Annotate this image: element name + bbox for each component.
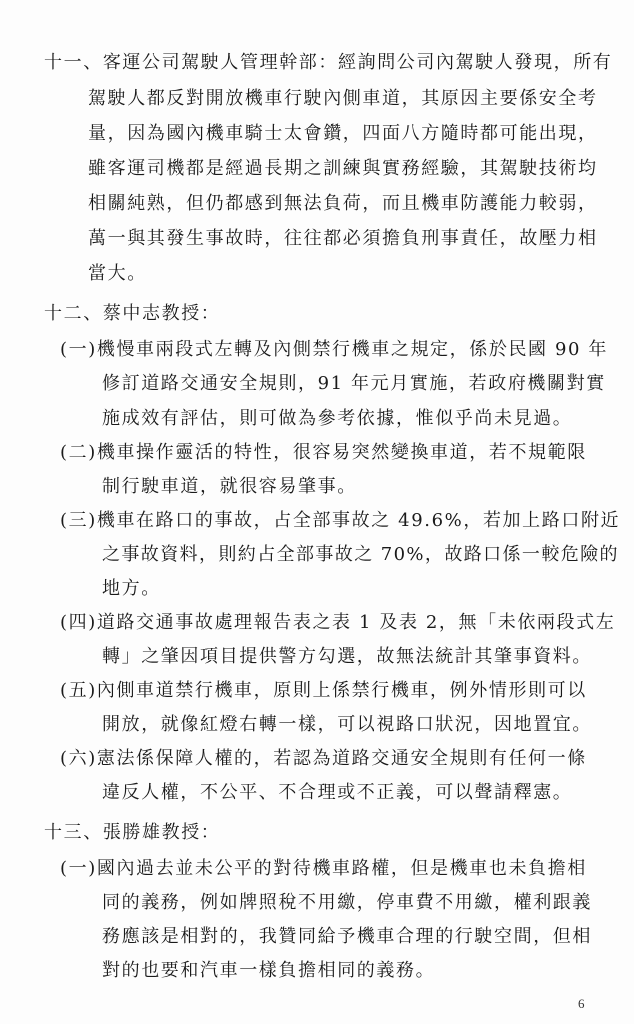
item-label: (六) — [60, 748, 97, 769]
section-11-heading: 十一、 — [44, 52, 103, 73]
section-13-title — [44, 822, 220, 844]
section-13-heading: 十三、 — [44, 822, 103, 843]
section-12-heading: 十二、 — [44, 303, 103, 324]
item-text: 內側車道禁行機車，原則上係禁行機車，例外情形則可以 — [96, 680, 587, 701]
section-11-line-3: 量，因為國內機車騎士太會鑽，四面八方隨時都可能出現， — [88, 123, 598, 144]
section-11-line-2: 駕駛人都反對開放機車行駛內側車道，其原因主要係安全考 — [88, 88, 598, 109]
section-12-item-3-line-1 — [60, 510, 620, 532]
section-12-item-5-line-2: 開放，就像紅燈右轉一樣，可以視路口狀況，因地置宜。 — [102, 714, 592, 735]
item-text: 機慢車兩段式左轉及內側禁行機車之規定，係於民國 90 年 — [96, 339, 609, 360]
section-12-item-6-line-2: 違反人權，不公平、不合理或不正義，可以聲請釋憲。 — [102, 782, 573, 803]
item-text: 機車操作靈活的特性，很容易突然變換車道，若不規範限 — [96, 442, 587, 463]
section-11-line-5: 相關純熟，但仍都感到無法負荷，而且機車防護能力較弱， — [88, 193, 598, 214]
item-label: (一) — [60, 858, 97, 879]
item-text: 道路交通事故處理報告表之表 1 及表 2，無「未依兩段式左 — [96, 612, 616, 633]
section-11-line-1 — [44, 52, 612, 74]
item-text: 機車在路口的事故，占全部事故之 49.6%，若加上路口附近 — [96, 510, 621, 531]
section-12-item-3-line-3: 地方。 — [102, 578, 161, 599]
section-11-text: 客運公司駕駛人管理幹部：經詢問公司內駕駛人發現，所有 — [102, 52, 613, 73]
section-12-item-2-line-2: 制行駛車道，就很容易肇事。 — [102, 476, 357, 497]
section-12-item-3-line-2: 之事故資料，則約占全部事故之 70%，故路口係一較危險的 — [102, 544, 619, 565]
section-12-item-5-line-1 — [60, 680, 587, 702]
section-13-item-1-line-2: 同的義務，例如牌照稅不用繳，停車費不用繳，權利跟義 — [102, 892, 592, 913]
section-12-item-4-line-2: 轉」之肇因項目提供警方勾選，故無法統計其肇事資料。 — [102, 646, 592, 667]
section-11-line-4: 雖客運司機都是經過長期之訓練與實務經驗，其駕駛技術均 — [88, 158, 598, 179]
item-label: (三) — [60, 510, 97, 531]
section-12-speaker: 蔡中志教授： — [102, 303, 221, 324]
section-12-title — [44, 303, 220, 325]
section-12-item-2-line-1 — [60, 442, 587, 464]
page-number: 6 — [578, 996, 585, 1011]
section-13-speaker: 張勝雄教授： — [102, 822, 221, 843]
section-13-item-1-line-3: 務應該是相對的，我贊同給予機車合理的行駛空間，但相 — [102, 926, 592, 947]
section-12-item-1-line-1 — [60, 339, 608, 361]
section-11-line-7: 當大。 — [88, 263, 147, 284]
item-text: 國內過去並未公平的對待機車路權，但是機車也未負擔相 — [96, 858, 587, 879]
item-label: (一) — [60, 339, 97, 360]
section-11-line-6: 萬一與其發生事故時，往往都必須擔負刑事責任，故壓力相 — [88, 228, 598, 249]
item-label: (五) — [60, 680, 97, 701]
item-label: (二) — [60, 442, 97, 463]
section-12-item-1-line-2: 修訂道路交通安全規則，91 年元月實施，若政府機關對實 — [102, 373, 606, 394]
item-text: 憲法係保障人權的，若認為道路交通安全規則有任何一條 — [96, 748, 587, 769]
section-12-item-6-line-1 — [60, 748, 587, 770]
section-12-item-4-line-1 — [60, 612, 615, 634]
section-13-item-1-line-4: 對的也要和汽車一樣負擔相同的義務。 — [102, 960, 436, 981]
section-12-item-1-line-3: 施成效有評估，則可做為參考依據，惟似乎尚未見過。 — [102, 408, 573, 429]
section-13-item-1-line-1 — [60, 858, 587, 880]
item-label: (四) — [60, 612, 97, 633]
